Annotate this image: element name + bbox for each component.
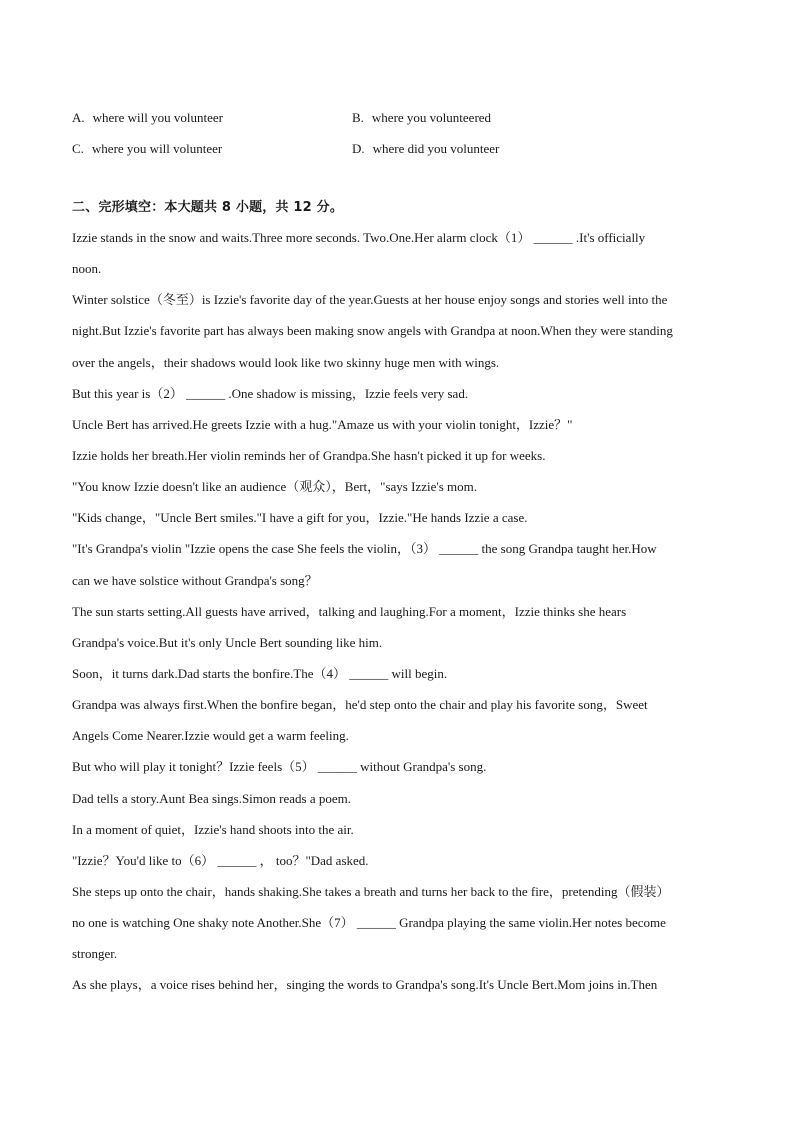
- passage-line: But who will play it tonight？Izzie feels（5） ______ without Grandpa's song.: [72, 759, 487, 775]
- option-letter: D.: [352, 140, 365, 156]
- passage-line: night.But Izzie's favorite part has always been making snow angels with Grandpa at noon.When they were standing: [72, 323, 673, 339]
- option-text: where will you volunteer: [92, 109, 223, 125]
- option-text: where did you volunteer: [372, 140, 500, 156]
- passage-line: Soon，it turns dark.Dad starts the bonfire.The（4） ______ will begin.: [72, 665, 448, 681]
- options-row-2: [72, 133, 722, 164]
- passage-line: As she plays，a voice rises behind her，singing the words to Grandpa's song.It's Uncle Bert.Mom joins in.Then: [72, 977, 658, 993]
- passage-line: But this year is（2） ______ .One shadow is missing，Izzie feels very sad.: [72, 385, 469, 401]
- passage-line: Winter solstice（冬至）is Izzie's favorite day of the year.Guests at her house enjoy songs and stories well into the: [72, 292, 668, 308]
- option-letter: B.: [352, 109, 364, 125]
- passage-line: She steps up onto the chair，hands shaking.She takes a breath and turns her back to the fire，pretending（假装）: [72, 883, 670, 899]
- passage-line: In a moment of quiet，Izzie's hand shoots into the air.: [72, 821, 354, 837]
- option-d: [352, 141, 632, 157]
- passage-line: Angels Come Nearer.Izzie would get a warm feeling.: [72, 728, 349, 744]
- passage-line: over the angels，their shadows would look like two skinny huge men with wings.: [72, 354, 500, 370]
- passage-line: "It's Grandpa's violin "Izzie opens the case She feels the violin，（3） ______ the song Grandpa taught her.How: [72, 541, 657, 557]
- passage-line: stronger.: [72, 946, 118, 962]
- passage-line: Grandpa was always first.When the bonfire began，he'd step onto the chair and play his favorite song，Sweet: [72, 697, 648, 713]
- option-letter: C.: [72, 140, 84, 156]
- option-b: [352, 110, 632, 126]
- passage-line: can we have solstice without Grandpa's song？: [72, 572, 318, 588]
- passage-line: The sun starts setting.All guests have arrived，talking and laughing.For a moment，Izzie thinks she hears: [72, 603, 627, 619]
- cloze-passage: [72, 222, 722, 1001]
- passage-line: "Kids change，"Uncle Bert smiles."I have a gift for you，Izzie."He hands Izzie a case.: [72, 510, 528, 526]
- option-c: [72, 141, 352, 157]
- answer-options: [72, 102, 722, 164]
- options-row-1: [72, 102, 722, 133]
- option-letter: A.: [72, 109, 85, 125]
- passage-line: Izzie holds her breath.Her violin reminds her of Grandpa.She hasn't picked it up for weeks.: [72, 447, 546, 463]
- section-title: 二、完形填空：本大题共 8 小题，共 12 分。: [72, 200, 344, 215]
- passage-line: Dad tells a story.Aunt Bea sings.Simon reads a poem.: [72, 790, 351, 806]
- passage-line: "You know Izzie doesn't like an audience（观众），Bert，"says Izzie's mom.: [72, 479, 477, 495]
- option-text: where you will volunteer: [91, 140, 223, 156]
- passage-line: Grandpa's voice.But it's only Uncle Bert sounding like him.: [72, 634, 383, 650]
- passage-line: "Izzie？You'd like to（6） ______ ， too？"Dad asked.: [72, 852, 369, 868]
- passage-line: no one is watching One shaky note Another.She（7） ______ Grandpa playing the same violin.Her notes become: [72, 915, 666, 931]
- passage-line: noon.: [72, 261, 102, 277]
- passage-line: Izzie stands in the snow and waits.Three more seconds. Two.One.Her alarm clock（1） ______ .It's officially: [72, 230, 646, 245]
- option-text: where you volunteered: [371, 109, 492, 125]
- passage-line: Uncle Bert has arrived.He greets Izzie with a hug."Amaze us with your violin tonight，Izzie？": [72, 416, 573, 432]
- option-a: [72, 110, 352, 126]
